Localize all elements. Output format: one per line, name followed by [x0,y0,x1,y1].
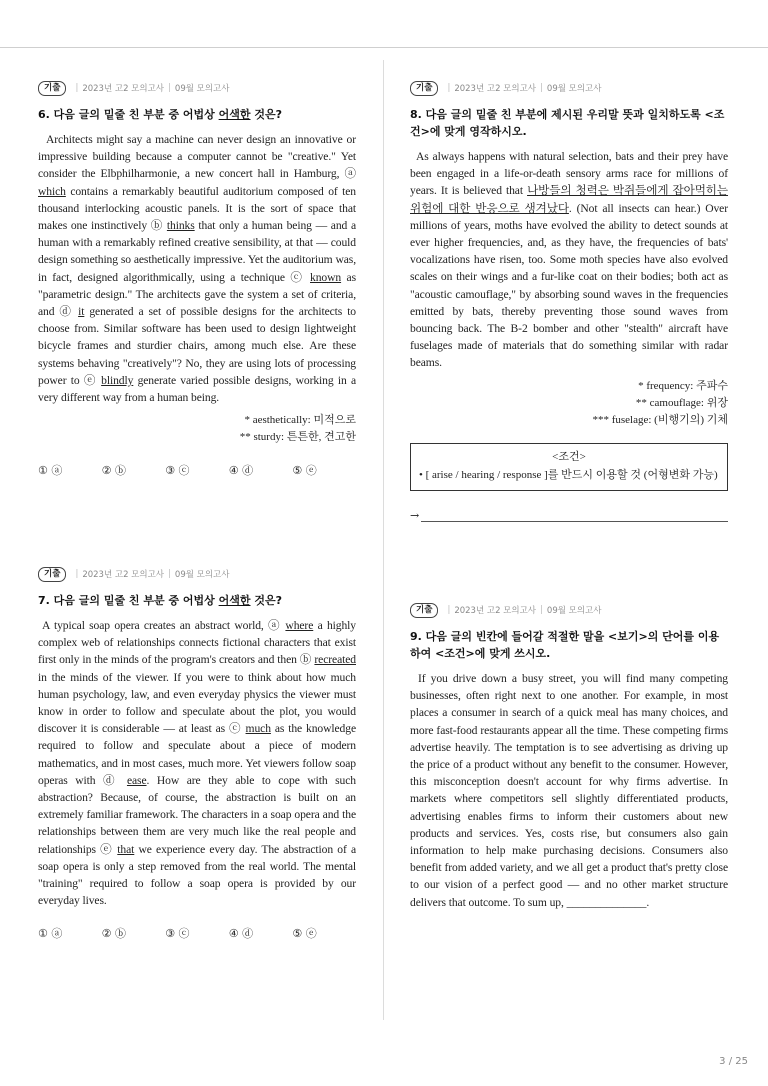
question-8 [410,80,728,522]
gichul-tag: 기출 [410,81,438,96]
underlined-korean: 나방들의 청력은 박쥐들에게 잡아먹히는 위험에 대한 반응으로 생겨났다 [410,184,729,215]
condition-title: <조건> [552,450,586,463]
underline-c: much [245,722,271,736]
choice-2[interactable]: ② ⓑ [101,464,126,478]
question-title: 9. 다음 글의 빈칸에 들어갈 적절한 말을 <보기>의 단어를 이용하여 <조건>에 맞게 쓰시오. [410,630,720,660]
column-divider [383,60,384,1020]
passage: If you drive down a busy street, you will find many competing businesses, often right next to one another. For example, in most places a consumer in search of a quick meal has many choices, and more fast-food restaurants appear all the time. These competing firms advertise heavily. The temptation is to see advertising as driving up the price of a product without any benefit to the consumer. However, this misconception doesn't account for why firms advertise. In markets where competitors sell slightly differentiated products, advertising enables firms to inform their customers about new products and services. Yes, costs rise, but consumers also gain information to help make purchasing decisions. Consumers also benefit from added variety, and we all get a product that's pretty close to our vision of a perfect good — and no other market structure delivers that outcome. To sum up, ______________. [410,672,728,909]
gichul-tag: 기출 [410,603,438,618]
question-title: 7. 다음 글의 밑줄 친 부분 중 어법상 어색한 것은? [38,594,282,607]
choice-1[interactable]: ① ⓐ [38,464,63,478]
underline-b: thinks [166,219,195,233]
question-6 [38,80,356,478]
question-9 [410,602,728,911]
choice-4[interactable]: ④ ⓓ [228,927,254,941]
question-meta: 기출 | 2023년 고2 모의고사 | 09월 모의고사 [410,602,728,618]
gichul-tag: 기출 [38,567,66,582]
question-meta: 기출 | 2023년 고2 모의고사 | 09월 모의고사 [38,566,356,582]
choice-5[interactable]: ⑤ ⓔ [292,927,317,941]
fill-in-blank[interactable]: ______________ [566,895,647,909]
underline-b: recreated [314,653,356,667]
underline-a: which [38,184,66,198]
answer-line[interactable] [410,509,728,522]
choice-5[interactable]: ⑤ ⓔ [292,464,317,478]
answer-choices [38,462,356,478]
passage: As always happens with natural selection, bats and their prey have been engaged in a life-or-death sensory arms race for millions of years. It is believed that 나방들의 청력은 박쥐들에게 잡아먹히는 위험에 대한 반응으로 생겨났다. (Not all insects can hear.) Over millions of years, moths have evolved the ability to detect sounds at ever higher frequencies, and, as they have, the frequencies of bats' vocalizations have risen, too. Some moth species have also evolved scales on their wings and a fur-like coat on their bodies; both act as "acoustic camouflage," by absorbing sound waves in the frequencies emitted by bats, thereby preventing those sound waves from bouncing back. The B-2 bomber and other "stealth" aircraft have fuselages made of materials that do something similar with radar beams. [410,150,729,370]
exam-month: 09월 모의고사 [546,606,602,616]
footnotes: * aesthetically: 미적으로 ** sturdy: 튼튼한, 견고한 [239,414,356,444]
footnotes: * frequency: 주파수 ** camouflage: 위장 *** fuselage: (비행기의) 기체 [592,379,728,426]
condition-text: • [ arise / hearing / response ]를 반드시 이용할 것 (어형변화 가능) [419,468,718,481]
exam-year: 2023년 고2 모의고사 [82,570,165,580]
question-title: 6. 다음 글의 밑줄 친 부분 중 어법상 어색한 것은? [38,108,282,121]
gichul-tag: 기출 [38,81,66,96]
underline-a: where [285,619,314,632]
question-meta: 기출 | 2023년 고2 모의고사 | 09월 모의고사 [410,80,728,96]
underline-d: it [78,305,85,319]
exam-year: 2023년 고2 모의고사 [82,84,165,94]
question-meta: 기출 | 2023년 고2 모의고사 | 09월 모의고사 [38,80,356,96]
choice-3[interactable]: ③ ⓒ [165,927,190,941]
underline-d: ease [126,773,147,787]
exam-month: 09월 모의고사 [174,84,230,94]
exam-month: 09월 모의고사 [546,84,602,94]
choice-1[interactable]: ① ⓐ [38,927,63,941]
arrow-icon: → [410,508,420,522]
underline-e: blindly [101,373,134,387]
question-title: 8. 다음 글의 밑줄 친 부분에 제시된 우리말 뜻과 일치하도록 <조건>에 맞게 영작하시오. [410,108,725,138]
question-7 [38,566,356,941]
underline-c: known [310,270,342,284]
passage: A typical soap opera creates an abstract world, ⓐ where a highly complex web of relationships connects fictional characters that exist first only in the minds of the program's creators and then ⓑ recreated in the minds of the viewer. If you were to think about how much human psychology, law, and even everyday physics the viewer must know in order to follow and speculate about the plot, you would discover it is considerable — at least as ⓒ much as the knowledge required to follow and speculate about a piece of modern mathematics, and in most cases, much more. Yet viewers follow soap operas with ⓓ ease. How are they able to cope with such abstraction? Because, of course, the abstraction is built on an extremely familiar framework. The characters in a soap opera and the relationships between them are very much like the real people and relationships ⓔ that we experience every day. The abstraction of a soap opera is only a step removed from the real world. The mental "training" required to follow a soap opera is provided by our everyday lives. [38,619,357,908]
header-rule [0,47,768,48]
answer-blank[interactable] [421,511,728,522]
choice-3[interactable]: ③ ⓒ [165,464,190,478]
exam-year: 2023년 고2 모의고사 [454,84,537,94]
answer-choices [38,925,356,941]
exam-year: 2023년 고2 모의고사 [454,606,537,616]
passage: Architects might say a machine can never design an innovative or impressive building because a computer cannot be "creative." Yet consider the Elbphilharmonie, a new concert hall in Hamburg, ⓐ which contains a remarkably beautiful auditorium composed of ten thousand interlocking acoustic panels. It is the sort of space that makes one instinctively ⓑ thinks that only a human being — and a human with a remarkably refined creative sensibility, at that — could design something so aesthetically impressive. Yet the auditorium was, in fact, designed algorithmically, using a technique ⓒ known as "parametric design." The architects gave the system a set of criteria, and ⓓ it generated a set of possible designs for the architects to choose from. Similar software has been used to design lightweight bicycle frames and sturdier chairs, among much else. Are these systems behaving "creatively"? No, they are using lots of processing power to ⓔ blindly generate varied possible designs, working in a very different way from a human being. [38,133,357,405]
underline-e: that [117,842,135,856]
condition-box [410,443,728,491]
choice-2[interactable]: ② ⓑ [101,927,126,941]
choice-4[interactable]: ④ ⓓ [228,464,254,478]
page-number: 3 / 25 [719,1056,748,1067]
exam-month: 09월 모의고사 [174,570,230,580]
